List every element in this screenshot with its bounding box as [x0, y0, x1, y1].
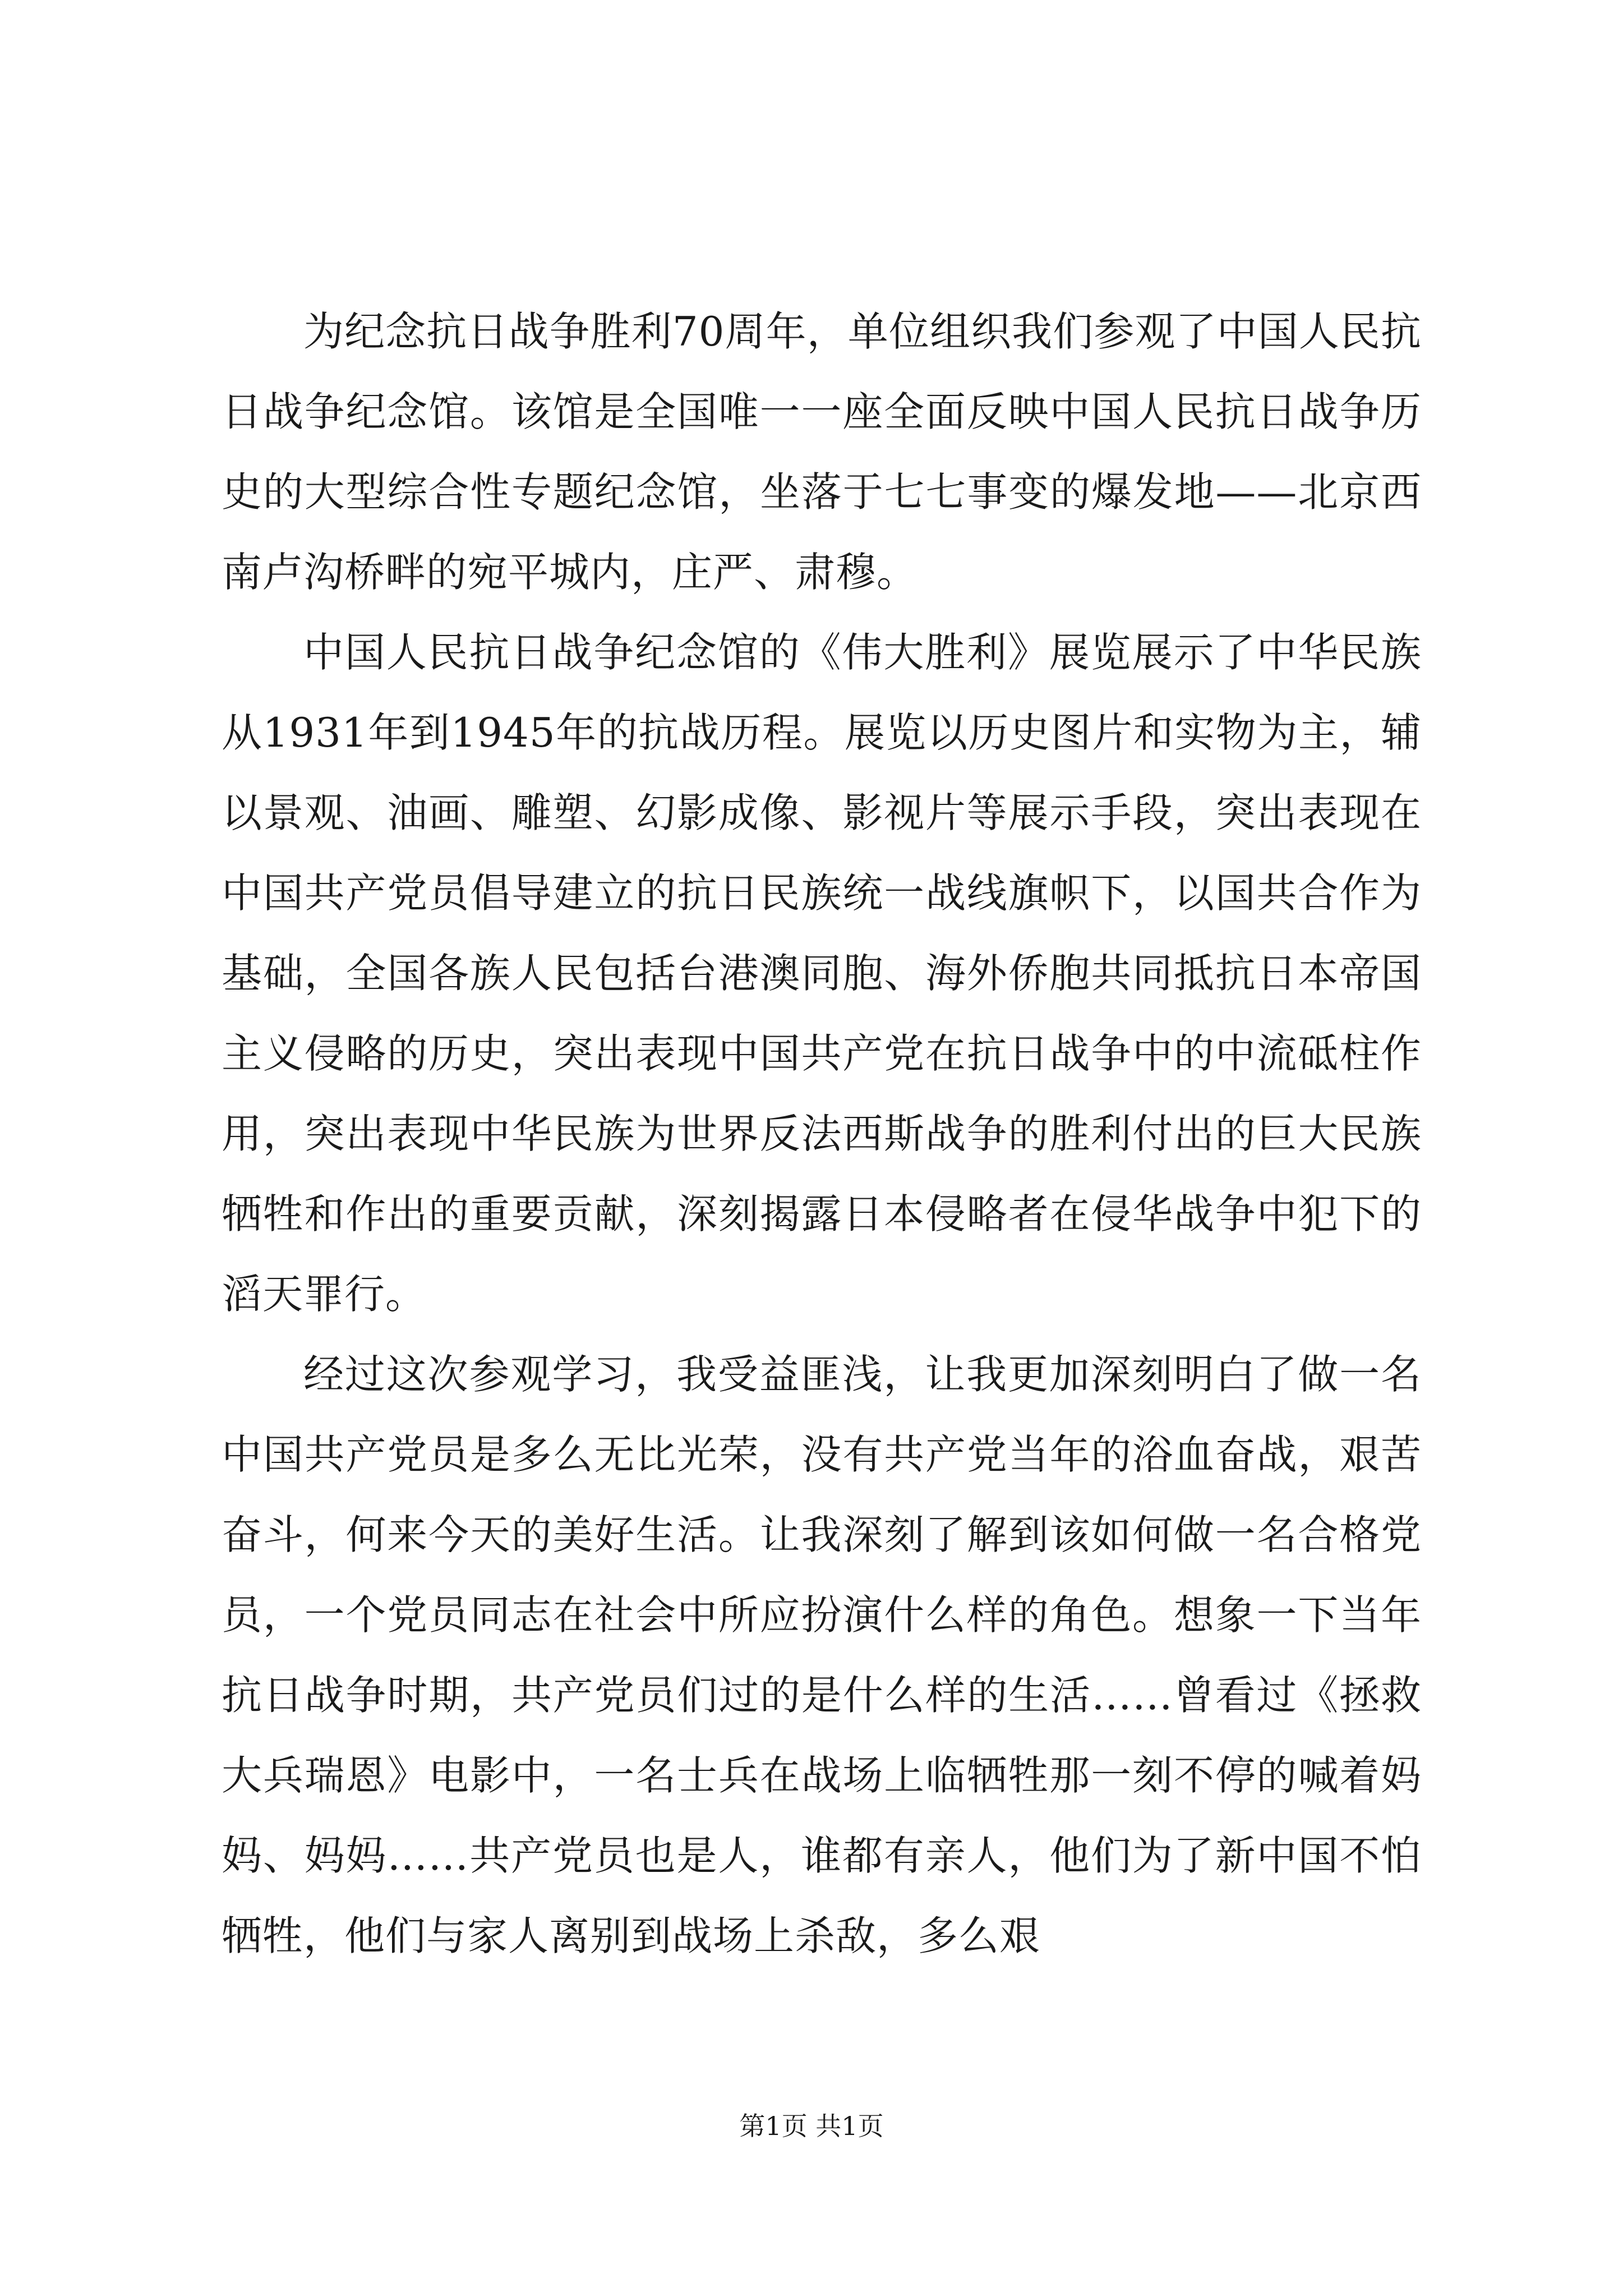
page-footer: 第1页 共1页 [739, 2111, 884, 2141]
paragraph-3: 经过这次参观学习，我受益匪浅，让我更加深刻明白了做一名中国共产党员是多么无比光荣，没有共产党当年的浴血奋战，艰苦奋斗，何来今天的美好生活。让我深刻了解到该如何做一名合格党员，一个党员同志在社会中所应扮演什么样的角色。想象一下当年抗日战争时期，共产党员们过的是什么样的生活……曾看过《拯救大兵瑞恩》电影中，一名士兵在战场上临牺牲那一刻不停的喊着妈妈、妈妈……共产党员也是人，谁都有亲人，他们为了新中国不怕牺牲，他们与家人离别到战场上杀敌，多么艰 [222, 1351, 1422, 1959]
paragraph-2: 中国人民抗日战争纪念馆的《伟大胜利》展览展示了中华民族从1931年到1945年的抗战历程。展览以历史图片和实物为主，辅以景观、油画、雕塑、幻影成像、影视片等展示手段，突出表现在中国共产党员倡导建立的抗日民族统一战线旗帜下，以国共合作为基础，全国各族人民包括台港澳同胞、海外侨胞共同抵抗日本帝国主义侵略的历史，突出表现中国共产党在抗日战争中的中流砥柱作用，突出表现中华民族为世界反法西斯战争的胜利付出的巨大民族牺牲和作出的重要贡献，深刻揭露日本侵略者在侵华战争中犯下的滔天罪行。 [222, 629, 1422, 1318]
document-body [222, 292, 1422, 1976]
paragraph-1: 为纪念抗日战争胜利70周年，单位组织我们参观了中国人民抗日战争纪念馆。该馆是全国唯一一座全面反映中国人民抗日战争历史的大型综合性专题纪念馆，坐落于七七事变的爆发地——北京西南卢沟桥畔的宛平城内，庄严、肃穆。 [222, 308, 1422, 596]
